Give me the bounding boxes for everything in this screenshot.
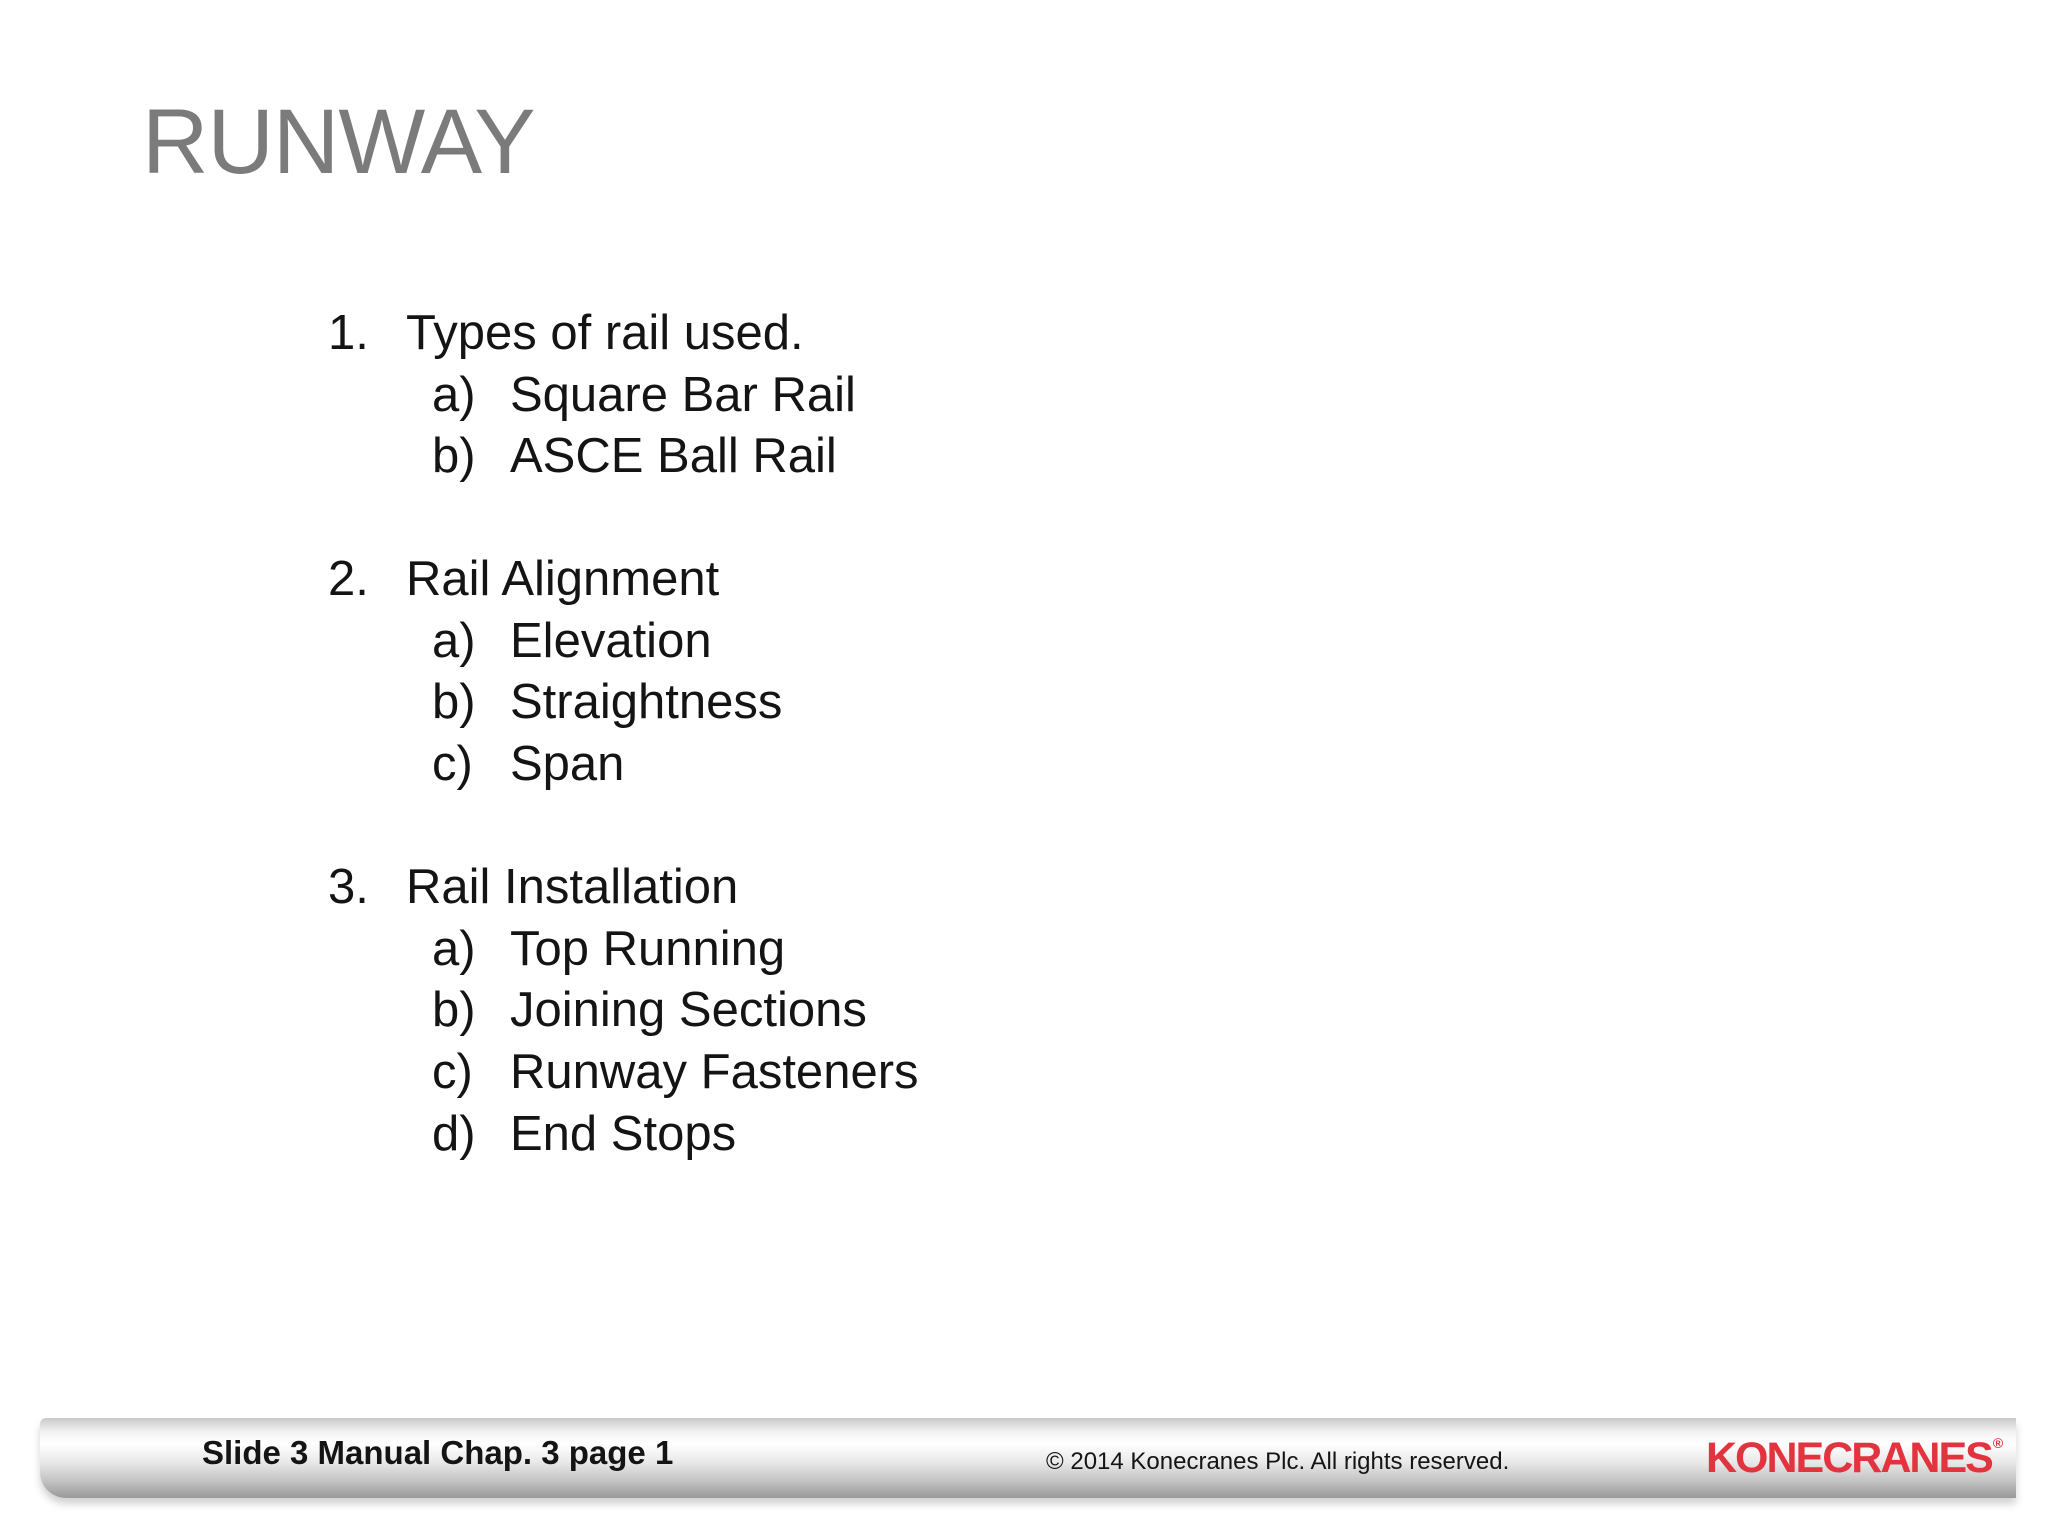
outline-subitem xyxy=(328,980,919,1042)
subitem-marker: c) xyxy=(432,737,473,792)
subitem-text: ASCE Ball Rail xyxy=(510,429,837,484)
footer-slide-reference: Slide 3 Manual Chap. 3 page 1 xyxy=(202,1434,674,1471)
subitem-marker: b) xyxy=(432,675,476,730)
subitem-marker: c) xyxy=(432,1044,473,1099)
subitem-text: Runway Fasteners xyxy=(510,1044,919,1099)
subitem-marker: a) xyxy=(432,367,476,422)
outline-subitem xyxy=(328,1042,919,1104)
subitem-marker: b) xyxy=(432,429,476,484)
outline-subitem xyxy=(328,919,919,981)
outline-subitem xyxy=(328,1104,919,1166)
outline-subitem xyxy=(328,734,919,796)
outline-subitem xyxy=(328,611,919,673)
item-number: 2. xyxy=(328,552,369,607)
item-number: 1. xyxy=(328,306,369,360)
outline-item xyxy=(328,303,919,365)
subitem-text: Top Running xyxy=(510,921,786,976)
outline-section-3 xyxy=(328,857,919,1165)
subitem-marker: d) xyxy=(432,1106,476,1161)
outline-list xyxy=(328,303,919,1226)
slide-title: RUNWAY xyxy=(142,91,535,193)
outline-subitem xyxy=(328,426,919,488)
item-text: Types of rail used. xyxy=(406,306,804,360)
subitem-text: Straightness xyxy=(510,675,783,730)
subitem-text: Elevation xyxy=(510,613,712,668)
outline-section-1 xyxy=(328,303,919,488)
footer-copyright: © 2014 Konecranes Plc. All rights reserved. xyxy=(1046,1448,1510,1475)
subitem-marker: a) xyxy=(432,613,476,668)
outline-item xyxy=(328,549,919,611)
subitem-marker: a) xyxy=(432,921,476,976)
logo-text: KONECRANES xyxy=(1706,1434,1992,1482)
subitem-text: Joining Sections xyxy=(510,983,867,1038)
subitem-marker: b) xyxy=(432,983,476,1038)
outline-section-2 xyxy=(328,549,919,796)
outline-subitem xyxy=(328,672,919,734)
item-text: Rail Installation xyxy=(406,859,739,914)
outline-item xyxy=(328,857,919,919)
konecranes-logo xyxy=(1706,1434,2003,1483)
registered-mark: ® xyxy=(1992,1435,2004,1451)
subitem-text: End Stops xyxy=(510,1106,737,1161)
subitem-text: Span xyxy=(510,737,625,792)
subitem-text: Square Bar Rail xyxy=(510,367,856,422)
outline-subitem xyxy=(328,365,919,427)
item-number: 3. xyxy=(328,859,369,914)
item-text: Rail Alignment xyxy=(406,552,720,607)
